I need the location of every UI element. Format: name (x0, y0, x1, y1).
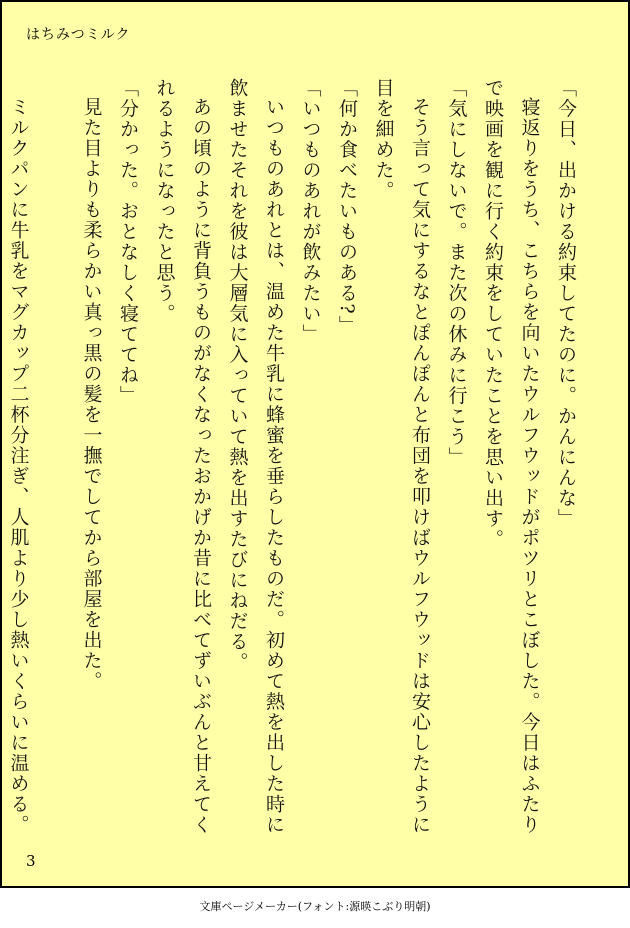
book-title: はちみつミルク (26, 27, 131, 43)
paragraph: そう言って気にするなとぽんぽんと布団を叩けばウルフウッドは安心したように目を細めた。 (372, 78, 431, 835)
paragraph: 見た目よりも柔らかい真っ黒の髪を一撫でしてから部屋を出た。 (80, 97, 103, 692)
paragraph: ミルクパンに牛乳をマグカップ二杯分注ぎ、人肌より少し熱いくらいに温める。 (7, 97, 30, 835)
page-number: 3 (26, 852, 36, 870)
paragraph: いつものあれとは、温めた牛乳に蜂蜜を垂らしたものだ。初めて熱を出した時に飲ませたそれを彼は大層気に入っていて熱を出すたびにねだる。 (226, 78, 285, 835)
paragraph: あの頃のように背負うものがなくなったおかげか昔に比べてずいぶんと甘えてくれるようになったと思う。 (153, 78, 212, 835)
blank-line (37, 78, 74, 838)
paragraph: 「分かった。おとなしく寝ててね」 (117, 78, 139, 406)
paragraph: 「今日、出かける約束してたのに。かんにんな」 (555, 78, 577, 529)
paragraph: 「気にしないで。また次の休みに行こう」 (445, 78, 468, 468)
paragraph: 寝返りをうち、こちらを向いたウルフウッドがポツリとこぼした。今日はふたりで映画を観に行く約束をしていたことを思い出す。 (482, 78, 541, 835)
paragraph: 「いつものあれが飲みたい」 (299, 78, 322, 345)
footer-caption: 文庫ページメーカー(フォント:源暎こぶり明朝) (199, 900, 431, 913)
body-text (0, 78, 584, 838)
paragraph: 「何か食べたいものある?」 (336, 78, 358, 336)
